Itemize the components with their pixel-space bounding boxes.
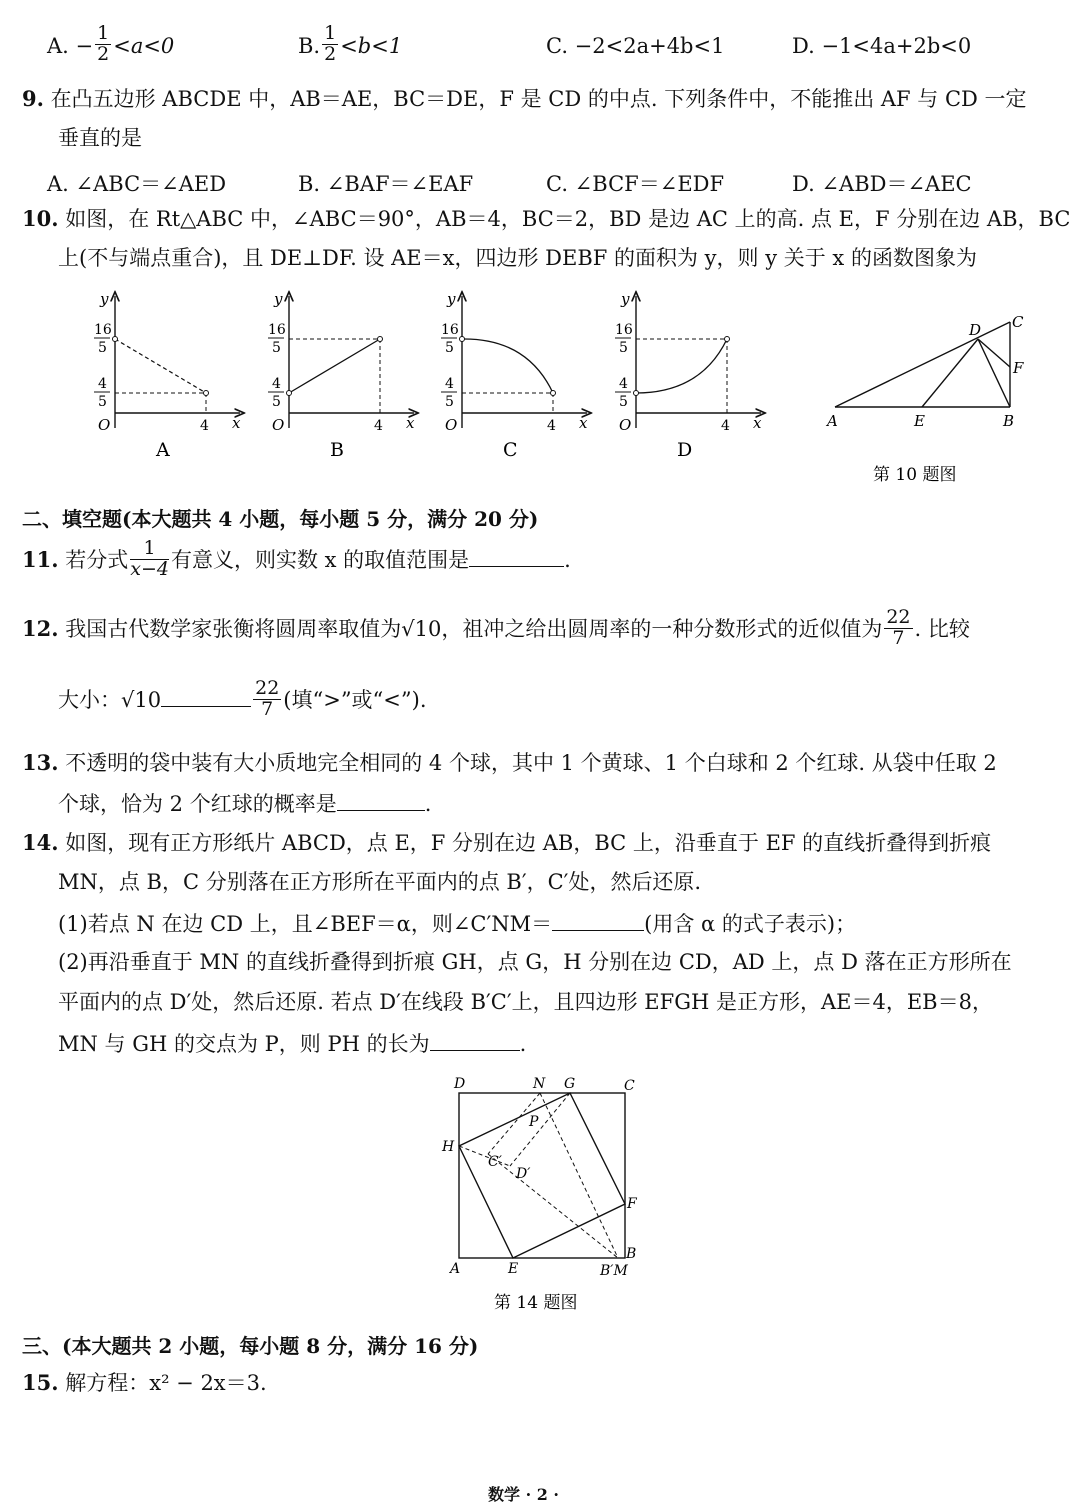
q14-line-2: MN，点 B，C 分别落在正方形所在平面内的点 B′，C′处，然后还原. — [58, 870, 702, 894]
svg-text:16: 16 — [441, 322, 459, 338]
q10-graphs — [80, 288, 780, 463]
graph-b-label: B — [330, 439, 344, 461]
svg-text:4: 4 — [721, 418, 730, 434]
svg-text:C: C — [1012, 313, 1024, 331]
q8-option-a: A. − $\frac{1}{2}$ <a<0 — [47, 22, 175, 65]
svg-text:O: O — [445, 416, 458, 434]
svg-text:5: 5 — [619, 394, 628, 410]
svg-text:y: y — [621, 290, 630, 308]
svg-text:B′M: B′M — [600, 1263, 628, 1279]
svg-text:4: 4 — [98, 376, 107, 392]
graph-c — [441, 290, 588, 461]
svg-text:x: x — [579, 414, 588, 432]
q9-option-c: C. ∠BCF＝∠EDF — [546, 172, 725, 196]
svg-text:16: 16 — [268, 322, 286, 338]
svg-text:y: y — [447, 290, 456, 308]
q14-figure — [430, 1068, 660, 1318]
q9-option-d: D. ∠ABD＝∠AEC — [792, 172, 972, 196]
svg-text:5: 5 — [98, 394, 107, 410]
page-footer: 数学 · 2 · — [488, 1485, 559, 1504]
svg-text:D: D — [454, 1076, 466, 1092]
q9-option-b: B. ∠BAF＝∠EAF — [298, 172, 474, 196]
svg-text:5: 5 — [619, 340, 628, 356]
svg-text:B: B — [626, 1246, 637, 1262]
graph-a-y-label: y — [100, 290, 109, 308]
q14-part-2-line-1: (2)再沿垂直于 MN 的直线折叠得到折痕 GH，点 G，H 分别在边 CD，AD 上，点 D 落在正方形所在 — [58, 950, 1012, 974]
svg-text:O: O — [619, 416, 632, 434]
graph-a-label: A — [156, 439, 170, 461]
svg-text:4: 4 — [374, 418, 383, 434]
svg-text:G: G — [564, 1076, 576, 1092]
svg-text:D′: D′ — [516, 1166, 531, 1182]
svg-text:4: 4 — [547, 418, 556, 434]
q8-option-b: B. $\frac{1}{2}$ <b<1 — [298, 22, 403, 65]
q9-line-2: 垂直的是 — [58, 126, 142, 150]
svg-text:E: E — [508, 1261, 519, 1277]
q14-part-2-line-3: MN 与 GH 的交点为 P，则 PH 的长为 . — [58, 1032, 527, 1056]
section-2-title: 二、填空题(本大题共 4 小题，每小题 5 分，满分 20 分) — [22, 507, 539, 531]
graph-a — [94, 290, 241, 461]
svg-text:F: F — [1013, 359, 1024, 377]
q9-option-a: A. ∠ABC＝∠AED — [47, 172, 227, 196]
q10-figure — [815, 305, 1055, 495]
svg-text:4: 4 — [619, 376, 628, 392]
svg-text:y: y — [274, 290, 283, 308]
q13-line-1: 13. 不透明的袋中装有大小质地完全相同的 4 个球，其中 1 个黄球、1 个白球和 2 个红球. 从袋中任取 2 — [22, 750, 997, 775]
graph-c-label: C — [503, 439, 518, 461]
svg-text:4: 4 — [200, 418, 209, 434]
svg-text:x: x — [753, 414, 762, 432]
q12-line-1: 12. 我国古代数学家张衡将圆周率取值为√10，祖冲之给出圆周率的一种分数形式的近似值为 $\frac{22}{7}$ . 比较 — [22, 606, 970, 649]
q14-part-1: (1)若点 N 在边 CD 上，且∠BEF＝α，则∠C′NM＝ (用含 α 的式子表示)； — [58, 912, 857, 936]
svg-text:A: A — [827, 412, 838, 430]
svg-text:O: O — [272, 416, 285, 434]
svg-text:5: 5 — [445, 340, 454, 356]
svg-text:F: F — [627, 1196, 637, 1212]
q11: 11. 若分式 $\frac{1}{x-4}$ 有意义，则实数 x 的取值范围是 . — [22, 537, 571, 580]
svg-text:4: 4 — [272, 376, 281, 392]
svg-text:B: B — [1003, 412, 1015, 430]
svg-text:E: E — [914, 412, 925, 430]
svg-text:5: 5 — [98, 340, 107, 356]
q10-figure-caption: 第 10 题图 — [873, 465, 957, 485]
graph-b — [268, 290, 415, 461]
svg-text:4: 4 — [445, 376, 454, 392]
q8-option-c: C. −2<2a+4b<1 — [546, 34, 725, 58]
q15: 15. 解方程：x² − 2x＝3. — [22, 1370, 267, 1395]
section-3-title: 三、(本大题共 2 小题，每小题 8 分，满分 16 分) — [22, 1334, 479, 1358]
q12-line-2: 大小：√10 $\frac{22}{7}$ (填“>”或“<”). — [58, 677, 427, 720]
svg-text:5: 5 — [445, 394, 454, 410]
q10-line-2: 上(不与端点重合)，且 DE⊥DF. 设 AE＝x，四边形 DEBF 的面积为 y，则 y 关于 x 的函数图象为 — [58, 246, 977, 270]
svg-text:D: D — [969, 321, 982, 339]
q13-line-2: 个球，恰为 2 个红球的概率是 . — [58, 792, 432, 816]
q8-option-d: D. −1<4a+2b<0 — [792, 34, 972, 58]
graph-d-label: D — [677, 439, 693, 461]
q14-figure-caption: 第 14 题图 — [494, 1293, 578, 1313]
q9-line-1: 9. 在凸五边形 ABCDE 中，AB＝AE，BC＝DE，F 是 CD 的中点. 下列条件中，不能推出 AF 与 CD 一定 — [22, 86, 1027, 111]
q14-line-1: 14. 如图，现有正方形纸片 ABCD，点 E，F 分别在边 AB，BC 上，沿垂直于 EF 的直线折叠得到折痕 — [22, 830, 992, 855]
q14-part-2-line-2: 平面内的点 D′处，然后还原. 若点 D′在线段 B′C′上，且四边形 EFGH 是正方形，AE＝4，EB＝8， — [58, 990, 993, 1014]
svg-text:P: P — [529, 1114, 539, 1130]
svg-text:C: C — [624, 1078, 635, 1094]
svg-text:16: 16 — [615, 322, 633, 338]
svg-text:A: A — [450, 1261, 461, 1277]
svg-text:5: 5 — [272, 340, 281, 356]
svg-text:O: O — [98, 416, 111, 434]
svg-text:x: x — [406, 414, 415, 432]
svg-text:16: 16 — [94, 322, 112, 338]
svg-text:5: 5 — [272, 394, 281, 410]
q10-line-1: 10. 如图，在 Rt△ABC 中，∠ABC＝90°，AB＝4，BC＝2，BD 是边 AC 上的高. 点 E，F 分别在边 AB，BC — [22, 206, 1071, 231]
svg-text:H: H — [442, 1139, 455, 1155]
graph-a-x-label: x — [232, 414, 241, 432]
svg-text:C′: C′ — [488, 1154, 502, 1170]
graph-d — [615, 290, 762, 461]
svg-text:N: N — [533, 1076, 546, 1092]
